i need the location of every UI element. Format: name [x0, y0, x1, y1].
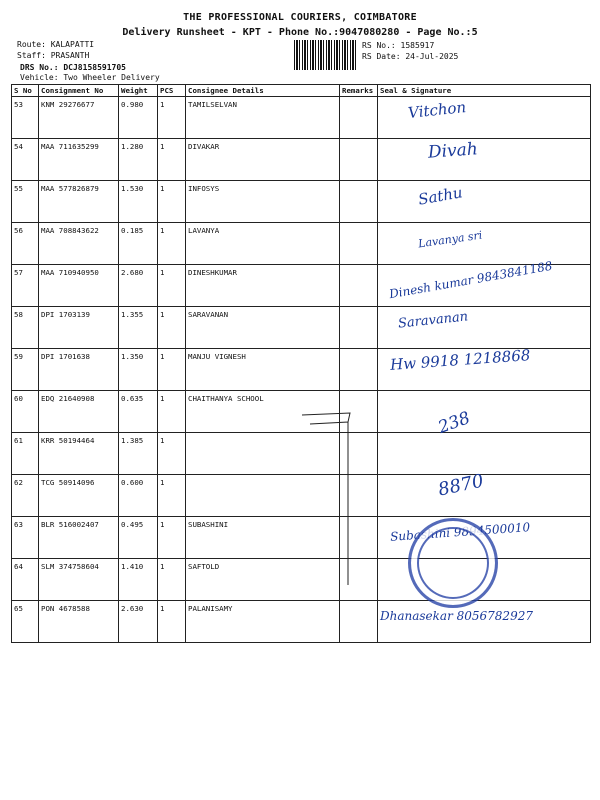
cell-sno: 60 — [12, 391, 39, 433]
table-header-row — [12, 85, 591, 97]
cell-sno: 56 — [12, 223, 39, 265]
cell-remarks — [340, 139, 378, 181]
company-stamp — [408, 518, 498, 608]
cell-remarks — [340, 181, 378, 223]
cell-signature — [378, 307, 591, 349]
table-row — [12, 223, 591, 265]
cell-weight: 1.350 — [119, 349, 158, 391]
col-signature: Seal & Signature — [378, 85, 591, 97]
vehicle-value: Two Wheeler Delivery — [63, 73, 160, 82]
handwritten-signature: Subashini 9894500010 — [389, 520, 531, 544]
route-value: KALAPATTI — [50, 40, 95, 49]
handwritten-signature: Dinesh kumar 9843841188 — [388, 258, 554, 302]
cell-pcs: 1 — [158, 391, 186, 433]
handwritten-signature: Sathu — [416, 183, 464, 209]
cell-consignee: TAMILSELVAN — [186, 97, 340, 139]
cell-remarks — [340, 601, 378, 643]
handwritten-signature: Hw 9918 1218868 — [389, 346, 531, 374]
handwritten-signature: Divah — [427, 139, 479, 163]
staff-line — [17, 51, 89, 61]
cell-sno: 59 — [12, 349, 39, 391]
cell-pcs: 1 — [158, 139, 186, 181]
col-consignee: Consignee Details — [186, 85, 340, 97]
drs-label: DRS No.: — [20, 63, 59, 72]
cell-consignee: SAFTOLD — [186, 559, 340, 601]
cell-remarks — [340, 307, 378, 349]
cell-pcs: 1 — [158, 265, 186, 307]
barcode — [294, 40, 358, 70]
cell-weight: 1.410 — [119, 559, 158, 601]
cell-sno: 53 — [12, 97, 39, 139]
handwritten-signature: Saravanan — [397, 309, 469, 332]
col-consignment: Consignment No — [39, 85, 119, 97]
runsheet-subtitle: Delivery Runsheet - KPT - Phone No.:9047080280 - Page No.:5 — [122, 27, 478, 38]
cell-pcs: 1 — [158, 475, 186, 517]
rs-date-line — [362, 52, 458, 62]
cell-consignment: MAA 710940950 — [39, 265, 119, 307]
cell-remarks — [340, 97, 378, 139]
cell-consignment: PON 4678588 — [39, 601, 119, 643]
handwritten-signature: 238 — [435, 408, 473, 438]
cell-signature — [378, 601, 591, 643]
handwritten-signature: Lavanya sri — [417, 228, 484, 251]
cell-consignee: DINESHKUMAR — [186, 265, 340, 307]
handwritten-signature: 8870 — [436, 470, 486, 501]
cell-consignee: INFOSYS — [186, 181, 340, 223]
cell-weight: 2.680 — [119, 265, 158, 307]
table-row — [12, 139, 591, 181]
cell-weight: 0.635 — [119, 391, 158, 433]
cell-weight: 1.280 — [119, 139, 158, 181]
col-pcs: PCS — [158, 85, 186, 97]
cell-sno: 63 — [12, 517, 39, 559]
cell-pcs: 1 — [158, 97, 186, 139]
cell-consignee: CHAITHANYA SCHOOL — [186, 391, 340, 433]
table-row — [12, 181, 591, 223]
cell-consignment: DPI 1703139 — [39, 307, 119, 349]
cell-signature — [378, 346, 591, 391]
cell-signature — [378, 391, 591, 433]
col-remarks: Remarks — [340, 85, 378, 97]
cell-consignee: LAVANYA — [186, 223, 340, 265]
col-weight: Weight — [119, 85, 158, 97]
cell-sno: 62 — [12, 475, 39, 517]
route-label: Route: — [17, 40, 46, 49]
cell-pcs: 1 — [158, 433, 186, 475]
drs-line — [20, 63, 126, 73]
cell-consignment: DPI 1701638 — [39, 349, 119, 391]
cell-sno: 58 — [12, 307, 39, 349]
cell-pcs: 1 — [158, 559, 186, 601]
cell-weight: 1.530 — [119, 181, 158, 223]
cell-sno: 61 — [12, 433, 39, 475]
cell-sno: 65 — [12, 601, 39, 643]
cell-remarks — [340, 223, 378, 265]
cell-weight: 0.980 — [119, 97, 158, 139]
cell-signature — [378, 181, 591, 223]
rs-no-label: RS No.: — [362, 41, 396, 50]
cell-remarks — [340, 349, 378, 391]
cell-signature — [378, 408, 591, 475]
cell-signature — [378, 223, 591, 265]
table-row — [12, 307, 591, 349]
staff-value: PRASANTH — [50, 51, 90, 60]
cell-consignment: KNM 29276677 — [39, 97, 119, 139]
cell-consignee: MANJU VIGNESH — [186, 349, 340, 391]
cell-weight: 1.385 — [119, 433, 158, 475]
vehicle-line — [20, 73, 160, 83]
cell-consignee: SARAVANAN — [186, 307, 340, 349]
cell-pcs: 1 — [158, 181, 186, 223]
cell-weight: 0.495 — [119, 517, 158, 559]
col-sno: S No — [12, 85, 39, 97]
cell-pcs: 1 — [158, 517, 186, 559]
table-row — [12, 265, 591, 307]
cell-sno: 54 — [12, 139, 39, 181]
staff-label: Staff: — [17, 51, 46, 60]
cell-consignee: DIVAKAR — [186, 139, 340, 181]
cell-consignment: BLR 516002407 — [39, 517, 119, 559]
company-title: THE PROFESSIONAL COURIERS, COIMBATORE — [183, 12, 417, 23]
cell-weight: 1.355 — [119, 307, 158, 349]
cell-remarks — [340, 265, 378, 307]
table-row — [12, 349, 591, 391]
cell-consignee: SUBASHINI — [186, 517, 340, 559]
cell-weight: 0.185 — [119, 223, 158, 265]
cell-consignment: MAA 708843622 — [39, 223, 119, 265]
cell-sno: 64 — [12, 559, 39, 601]
cell-pcs: 1 — [158, 223, 186, 265]
cell-signature — [378, 97, 591, 139]
route-line — [17, 40, 94, 50]
cell-pcs: 1 — [158, 601, 186, 643]
vehicle-label: Vehicle: — [20, 73, 59, 82]
cell-signature — [378, 470, 591, 517]
rs-date-value: 24-Jul-2025 — [405, 52, 459, 61]
rs-no-value: 1585917 — [400, 41, 435, 50]
cell-consignment: SLM 374758604 — [39, 559, 119, 601]
cell-consignment: EDQ 21640908 — [39, 391, 119, 433]
cell-consignment: KRR 50194464 — [39, 433, 119, 475]
cell-pcs: 1 — [158, 307, 186, 349]
table-row — [12, 601, 591, 643]
cell-signature — [378, 139, 591, 181]
handwritten-signature: Dhanasekar 8056782927 — [380, 609, 533, 623]
cell-sno: 57 — [12, 265, 39, 307]
table-row — [12, 97, 591, 139]
cell-weight: 2.630 — [119, 601, 158, 643]
cell-pcs: 1 — [158, 349, 186, 391]
rs-no-line — [362, 41, 434, 51]
cell-signature — [378, 258, 591, 307]
cell-sno: 55 — [12, 181, 39, 223]
cell-consignment: TCG 50914096 — [39, 475, 119, 517]
scribble-mark — [300, 410, 360, 590]
cell-consignment: MAA 577826879 — [39, 181, 119, 223]
rs-date-label: RS Date: — [362, 52, 401, 61]
cell-consignment: MAA 711635299 — [39, 139, 119, 181]
handwritten-signature: Vitchon — [407, 98, 467, 122]
cell-weight: 0.600 — [119, 475, 158, 517]
cell-consignee: PALANISAMY — [186, 601, 340, 643]
drs-value: DCJ8158591705 — [63, 63, 126, 72]
